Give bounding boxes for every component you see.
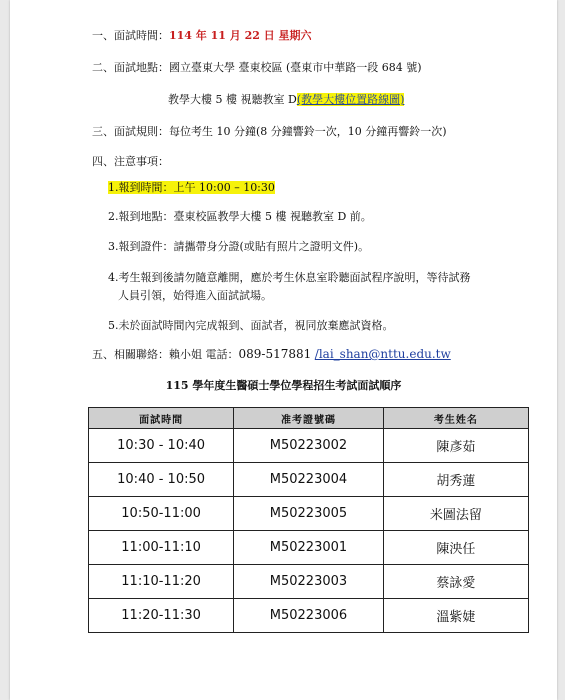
- row-admission-number: M50223003: [234, 565, 384, 599]
- interview-time-line: [92, 28, 312, 44]
- interview-room: 教學大樓 5 樓 視聽教室 D: [168, 93, 297, 106]
- note-2: 2.報到地點：臺東校區教學大樓 5 樓 視聽教室 D 前。: [108, 210, 372, 223]
- table-row: [89, 497, 529, 531]
- row-candidate-name: 陳泱任: [383, 531, 528, 565]
- row-candidate-name: 蔡詠愛: [383, 565, 528, 599]
- row-time: 10:40 - 10:50: [89, 463, 234, 497]
- note-4-line-1: 4.考生報到後請勿隨意離開，應於考生休息室聆聽面試程序說明，等待試務: [108, 271, 471, 284]
- interview-time-value: 114 年 11 月 22 日 星期六: [169, 29, 312, 42]
- row-admission-number: M50223002: [234, 429, 384, 463]
- interview-rules-label: 三、面試規則：: [92, 125, 169, 138]
- route-map-link[interactable]: (教學大樓位置路線圖): [296, 93, 405, 106]
- note-1: [108, 180, 275, 196]
- interview-time-label: 一、面試時間：: [92, 29, 169, 42]
- interview-place-value: 國立臺東大學 臺東校區 (臺東市中華路一段 684 號): [169, 61, 422, 74]
- row-admission-number: M50223006: [234, 599, 384, 633]
- note-1-label: 1.報到時間：: [108, 181, 174, 194]
- interview-schedule-table: [88, 407, 529, 633]
- row-time: 11:00-11:10: [89, 531, 234, 565]
- table-row: [89, 599, 529, 633]
- interview-place-line: [92, 60, 422, 76]
- table-row: [89, 531, 529, 565]
- schedule-table-title: 115 學年度生醫碩士學位學程招生考試面試順序: [165, 379, 402, 392]
- row-candidate-name: 溫紫婕: [383, 599, 528, 633]
- interview-room-line: [168, 92, 404, 108]
- contact-email-link[interactable]: /lai_shan@nttu.edu.tw: [314, 347, 451, 361]
- header-candidate-name: 考生姓名: [383, 408, 528, 429]
- contact-label: 五、相關聯絡：賴小姐 電話：: [92, 348, 239, 361]
- document-page: [10, 0, 557, 700]
- row-time: 11:10-11:20: [89, 565, 234, 599]
- table-row: [89, 429, 529, 463]
- interview-place-label: 二、面試地點：: [92, 61, 169, 74]
- note-4-line-2: 人員引領，始得進入面試試場。: [118, 289, 272, 302]
- row-admission-number: M50223004: [234, 463, 384, 497]
- note-3: 3.報到證件：請攜帶身分證(或貼有照片之證明文件)。: [108, 240, 370, 253]
- interview-rules-line: [92, 124, 447, 140]
- row-time: 10:50-11:00: [89, 497, 234, 531]
- row-time: 10:30 - 10:40: [89, 429, 234, 463]
- header-time: 面試時間: [89, 408, 234, 429]
- table-row: [89, 565, 529, 599]
- note-1-value: 上午 10:00 – 10:30: [173, 181, 275, 194]
- table-row: [89, 463, 529, 497]
- table-header-row: [89, 408, 529, 429]
- contact-line: [92, 346, 451, 363]
- row-time: 11:20-11:30: [89, 599, 234, 633]
- contact-phone: 089-517881: [238, 347, 312, 361]
- note-5: 5.未於面試時間內完成報到、面試者，視同放棄應試資格。: [108, 319, 394, 332]
- header-admission-number: 准考證號碼: [234, 408, 384, 429]
- interview-rules-value: 每位考生 10 分鐘(8 分鐘響鈴一次，10 分鐘再響鈴一次): [169, 125, 447, 138]
- row-candidate-name: 胡秀蓮: [383, 463, 528, 497]
- row-admission-number: M50223001: [234, 531, 384, 565]
- row-candidate-name: 米圖法留: [383, 497, 528, 531]
- row-admission-number: M50223005: [234, 497, 384, 531]
- row-candidate-name: 陳彥茹: [383, 429, 528, 463]
- notes-heading: 四、注意事項：: [92, 155, 169, 168]
